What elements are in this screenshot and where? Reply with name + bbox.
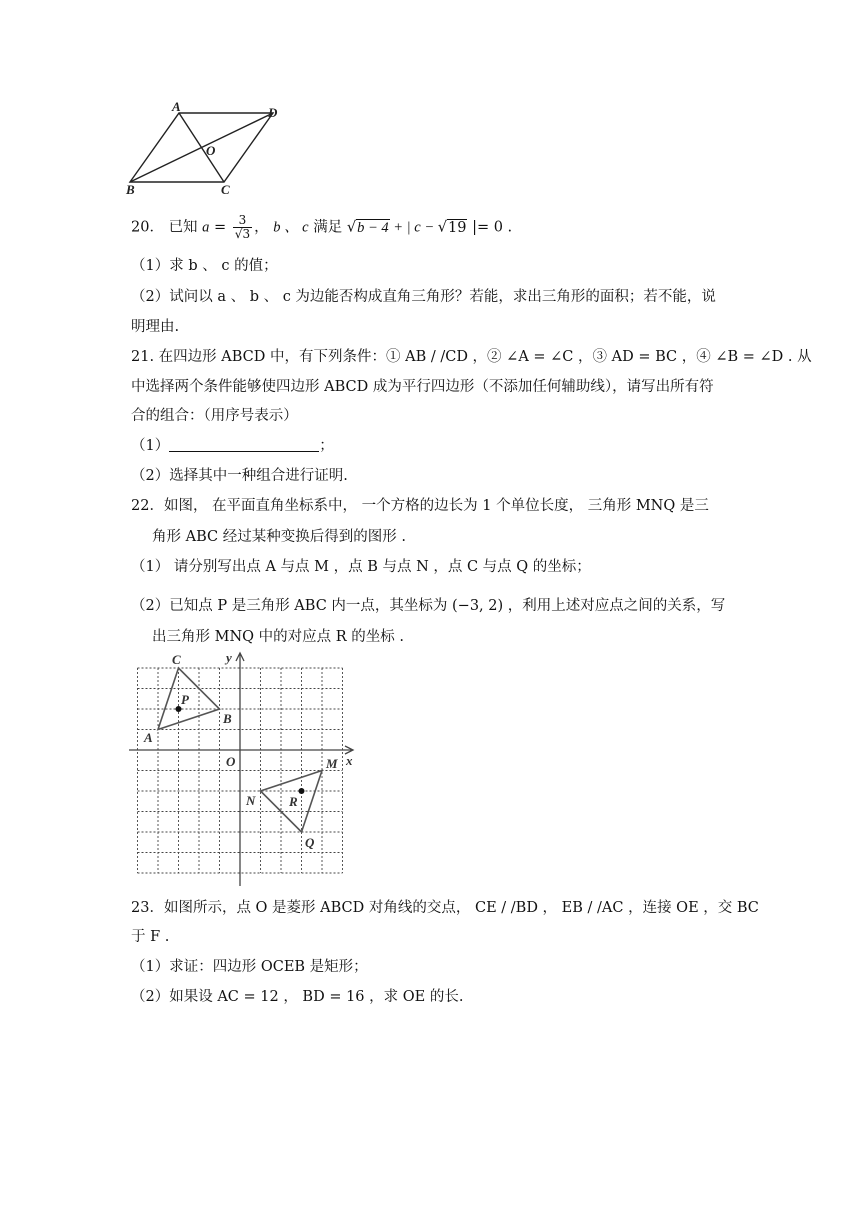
label-D: D <box>268 105 278 120</box>
parallelogram-figure <box>120 98 290 198</box>
answer-blank[interactable] <box>169 437 319 452</box>
label-B: B <box>126 182 135 197</box>
q22-part-2-line-1: （2）已知点 P 是三角形 ABC 内一点，其坐标为 (−3, 2) ，利用上述对应点之间的关系，写 <box>131 598 726 614</box>
q20-part-2-line-1: （2）试问以 a 、 b 、 c 为边能否构成直角三角形？若能，求出三角形的面积；若不能，说 <box>131 289 716 305</box>
label-C: C <box>221 182 230 197</box>
q21-part-1: （1） ； <box>131 438 334 454</box>
q20-part-2-line-2: 明理由. <box>131 319 180 335</box>
q21-line-3: 合的组合：（用序号表示） <box>131 408 298 424</box>
q22-part-2-line-2: 出三角形 MNQ 中的对应点 R 的坐标 . <box>152 629 404 645</box>
q23-line-1: 23．如图所示，点 O 是菱形 ABCD 对角线的交点， CE / /BD ， EB / /AC ，连接 OE ，交 BC <box>131 900 759 916</box>
label-A: A <box>172 99 181 114</box>
q22-line-2: 角形 ABC 经过某种变换后得到的图形 . <box>152 529 406 545</box>
label-P: P <box>181 692 189 707</box>
fraction: $\frac{3}{√3}$ <box>234 213 251 241</box>
label-x: x <box>346 753 353 768</box>
q20-part-1: （1）求 b 、 c 的值； <box>131 258 278 274</box>
label-y: y <box>226 650 232 665</box>
label-Q: Q <box>305 835 315 850</box>
q23-part-2: （2）如果设 AC = 12 ， BD = 16 ，求 OE 的长. <box>131 989 464 1005</box>
q23-line-2: 于 F . <box>131 929 170 945</box>
label-O: O <box>206 143 216 158</box>
q21-line-2: 中选择两个条件能够使四边形 ABCD 成为平行四边形（不添加任何辅助线），请写出所有符 <box>131 379 714 395</box>
label-A: A <box>144 730 153 745</box>
q22-part-1: （1） 请分别写出点 A 与点 M ，点 B 与点 N ，点 C 与点 Q 的坐标； <box>131 559 591 575</box>
label-B: B <box>223 711 232 726</box>
label-M: M <box>326 756 338 771</box>
q22-line-1: 22．如图， 在平面直角坐标系中， 一个方格的边长为 1 个单位长度， 三角形 MNQ 是三 <box>131 498 709 514</box>
q21-part-2: （2）选择其中一种组合进行证明. <box>131 468 348 484</box>
label-O: O <box>226 754 236 769</box>
label-N: N <box>246 793 256 808</box>
q20-statement: 20． 已知 a = $\frac{3}{√3}$ ， b 、 c 满足 √b − 4 + | c − √19 |= 0 . <box>131 213 513 241</box>
q21-line-1: 21. 在四边形 ABCD 中，有下列条件：① AB / /CD ，② ∠A = ∠C ，③ AD = BC ，④ ∠B = ∠D . 从 <box>131 349 812 365</box>
coordinate-grid-figure <box>126 648 364 892</box>
point-R <box>299 788 305 794</box>
q20-number: 20． <box>131 219 164 236</box>
label-C: C <box>172 652 181 667</box>
q23-part-1: （1）求证：四边形 OCEB 是矩形； <box>131 959 368 975</box>
label-R: R <box>289 794 298 809</box>
